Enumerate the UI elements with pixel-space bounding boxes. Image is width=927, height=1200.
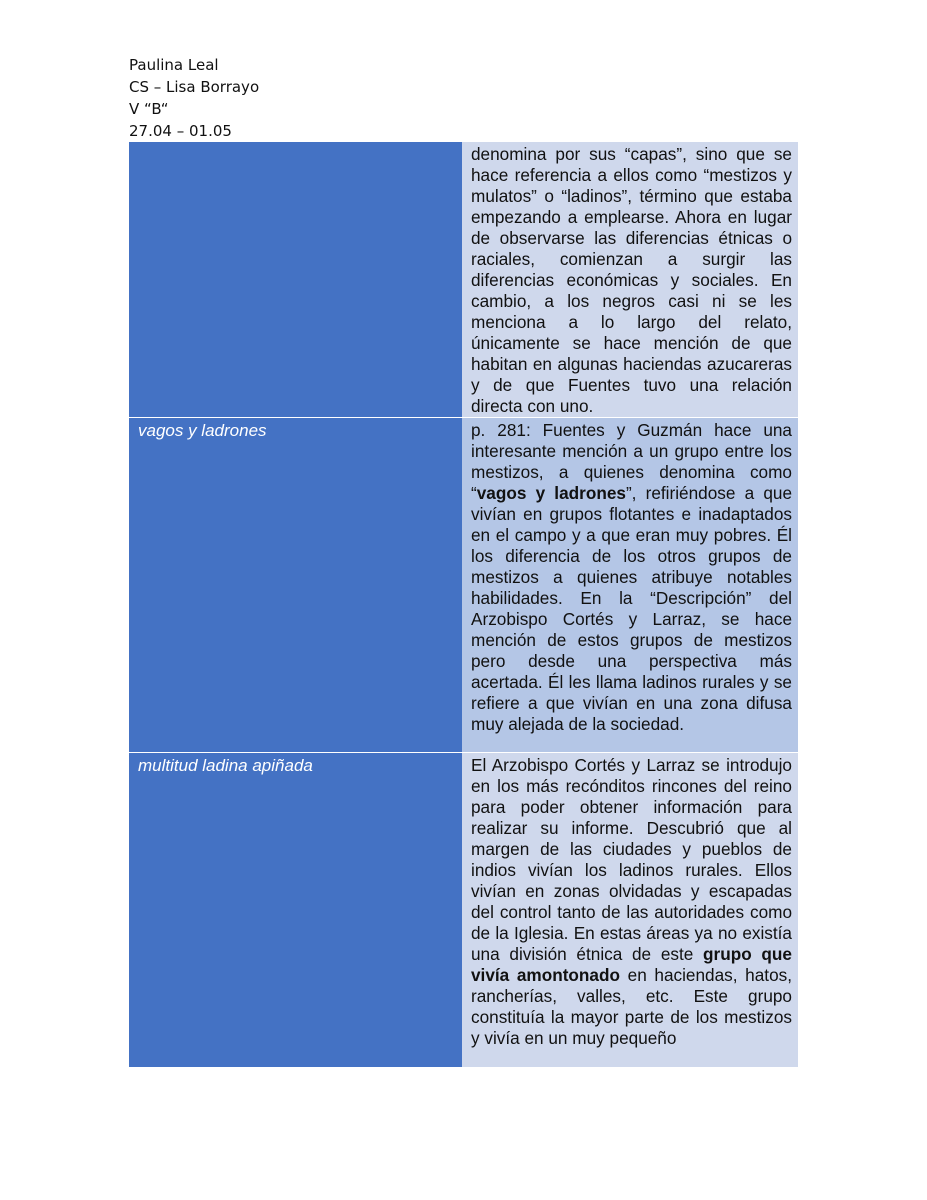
description-text-part: El Arzobispo Cortés y Larraz se introdujo en los más recónditos rincones del reino para poder obtener información para realizar su informe. Descubrió que al margen de las ciudades y pueblos de indios vivían los ladinos rurales. Ellos vivían en zonas olvidadas y escapadas del control tanto de las autoridades como de la Iglesia. En estas áreas ya no existía una división étnica de este	[471, 755, 792, 964]
document-header	[129, 54, 259, 142]
author-name: Paulina Leal	[129, 56, 219, 74]
term-cell: multitud ladina apiñada	[129, 753, 462, 1067]
table-row	[129, 753, 798, 1067]
class-section: V “B“	[129, 100, 169, 118]
description-text-part: p. 281: Fuentes y Guzmán hace una interesante mención a un grupo entre los mestizos, a quienes denomina como “	[471, 420, 792, 503]
description-text: denomina por sus “capas”, sino que se hace referencia a ellos como “mestizos y mulatos” o “ladinos”, término que estaba empezando a emplearse. Ahora en lugar de observarse las diferencias étnicas o raciales, comienzan a surgir las diferencias económicas y sociales. En cambio, a los negros casi ni se les menciona a lo largo del relato, únicamente se hace mención de que habitan en algunas haciendas azucareras y de que Fuentes tuvo una relación directa con uno.	[471, 144, 792, 416]
description-bold-term: vagos y ladrones	[476, 483, 626, 503]
description-text-part: ”, refiriéndose a que vivían en grupos flotantes e inadaptados en el campo y a que eran muy pobres. Él los diferencia de los otros grupos de mestizos a quienes atribuye notables habilidades. En la “Descripción” del Arzobispo Cortés y Larraz, se hace mención de estos grupos de mestizos pero desde una perspectiva más acertada. Él les llama ladinos rurales y se refiere a que vivían en una zona difusa muy alejada de la sociedad.	[471, 483, 793, 734]
description-cell	[462, 142, 798, 418]
course-teacher: CS – Lisa Borrayo	[129, 78, 260, 96]
date-range: 27.04 – 01.05	[129, 122, 232, 140]
description-text	[471, 420, 792, 735]
description-bold-term: grupo que vivía amontonado	[471, 944, 792, 985]
description-cell	[462, 418, 798, 753]
description-cell	[462, 753, 798, 1067]
table-row	[129, 142, 798, 418]
description-text-part: en haciendas, hatos, rancherías, valles, etc. Este grupo constituía la mayor parte de los mestizos y vivía en un muy pequeño	[471, 965, 793, 1048]
term-cell: vagos y ladrones	[129, 418, 462, 753]
term-cell	[129, 142, 462, 418]
table-row	[129, 418, 798, 753]
description-text	[471, 755, 792, 1049]
glossary-table	[129, 142, 798, 1067]
